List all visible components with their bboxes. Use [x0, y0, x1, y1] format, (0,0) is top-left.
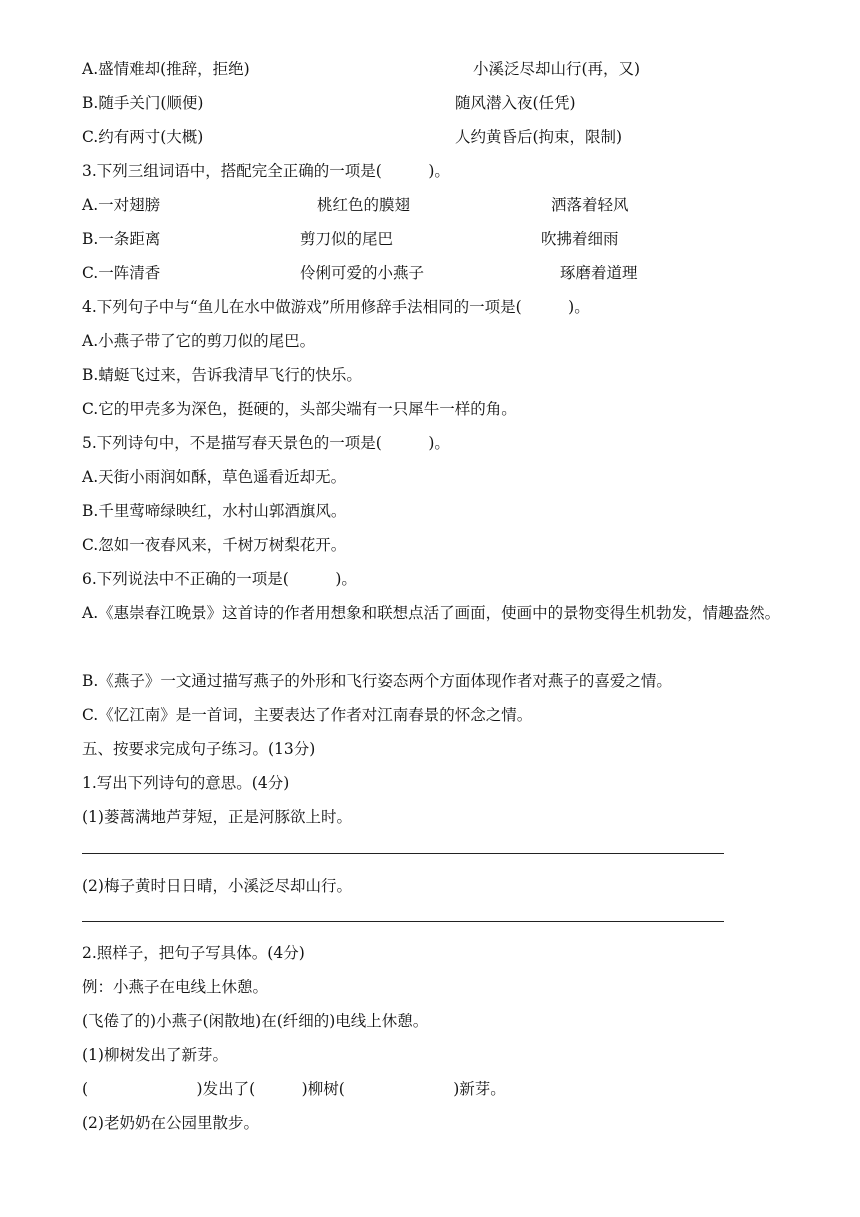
s5-q2-item1-fill-blank[interactable]: ( )发出了( )柳树( )新芽。 [82, 1080, 506, 1098]
q2-option-b-left: B.随手关门(顺便) [82, 94, 204, 112]
q3-option-b-col1: B.一条距离 [82, 230, 161, 248]
s5-q1-item2: (2)梅子黄时日日晴，小溪泛尽却山行。 [82, 877, 352, 895]
q3-option-a-col3: 洒落着轻风 [551, 196, 629, 214]
s5-q1-item1: (1)蒌蒿满地芦芽短，正是河豚欲上时。 [82, 808, 352, 826]
q5-option-b: B.千里莺啼绿映红，水村山郭酒旗风。 [82, 502, 347, 520]
answer-line-2[interactable] [82, 921, 724, 922]
q4-option-a: A.小燕子带了它的剪刀似的尾巴。 [82, 332, 316, 350]
q4-option-b: B.蜻蜓飞过来，告诉我清早飞行的快乐。 [82, 366, 362, 384]
q2-option-a-right: 小溪泛尽却山行(再，又) [473, 60, 641, 78]
q5-option-a: A.天街小雨润如酥，草色遥看近却无。 [82, 468, 347, 486]
q3-option-c-col3: 琢磨着道理 [560, 264, 638, 282]
q6-option-a: A.《惠崇春江晚景》这首诗的作者用想象和联想点活了画面，使画中的景物变得生机勃发，情趣盎然。 [82, 604, 781, 622]
s5-example-label: 例：小燕子在电线上休憩。 [82, 978, 269, 996]
q2-option-b-right: 随风潜入夜(任凭) [455, 94, 576, 112]
q2-option-a-left: A.盛情难却(推辞，拒绝) [82, 60, 250, 78]
q3-option-c-col1: C.一阵清香 [82, 264, 161, 282]
q4-stem: 4.下列句子中与“鱼儿在水中做游戏”所用修辞手法相同的一项是( )。 [82, 298, 590, 316]
s5-q2-item1: (1)柳树发出了新芽。 [82, 1046, 228, 1064]
s5-q2-title: 2.照样子，把句子写具体。(4分) [82, 944, 305, 962]
q3-option-c-col2: 伶俐可爱的小燕子 [300, 264, 425, 282]
q2-option-c-right: 人约黄昏后(拘束，限制) [455, 128, 623, 146]
q6-stem: 6.下列说法中不正确的一项是( )。 [82, 570, 357, 588]
q3-option-b-col3: 吹拂着细雨 [541, 230, 619, 248]
q6-option-b: B.《燕子》一文通过描写燕子的外形和飞行姿态两个方面体现作者对燕子的喜爱之情。 [82, 672, 672, 690]
q2-option-c-left: C.约有两寸(大概) [82, 128, 204, 146]
q5-option-c: C.忽如一夜春风来，千树万树梨花开。 [82, 536, 347, 554]
q4-option-c: C.它的甲壳多为深色，挺硬的，头部尖端有一只犀牛一样的角。 [82, 400, 517, 418]
q3-option-b-col2: 剪刀似的尾巴 [300, 230, 394, 248]
q6-option-c: C.《忆江南》是一首词，主要表达了作者对江南春景的怀念之情。 [82, 706, 533, 724]
q3-option-a-col2: 桃红色的膜翅 [317, 196, 411, 214]
s5-q2-item2: (2)老奶奶在公园里散步。 [82, 1114, 259, 1132]
q3-stem: 3.下列三组词语中，搭配完全正确的一项是( )。 [82, 162, 450, 180]
answer-line-1[interactable] [82, 853, 724, 854]
q5-stem: 5.下列诗句中，不是描写春天景色的一项是( )。 [82, 434, 450, 452]
s5-example-answer: (飞倦了的)小燕子(闲散地)在(纤细的)电线上休憩。 [82, 1012, 429, 1030]
q3-option-a-col1: A.一对翅膀 [82, 196, 161, 214]
s5-q1-title: 1.写出下列诗句的意思。(4分) [82, 774, 290, 792]
section-five-title: 五、按要求完成句子练习。(13分) [82, 740, 316, 758]
